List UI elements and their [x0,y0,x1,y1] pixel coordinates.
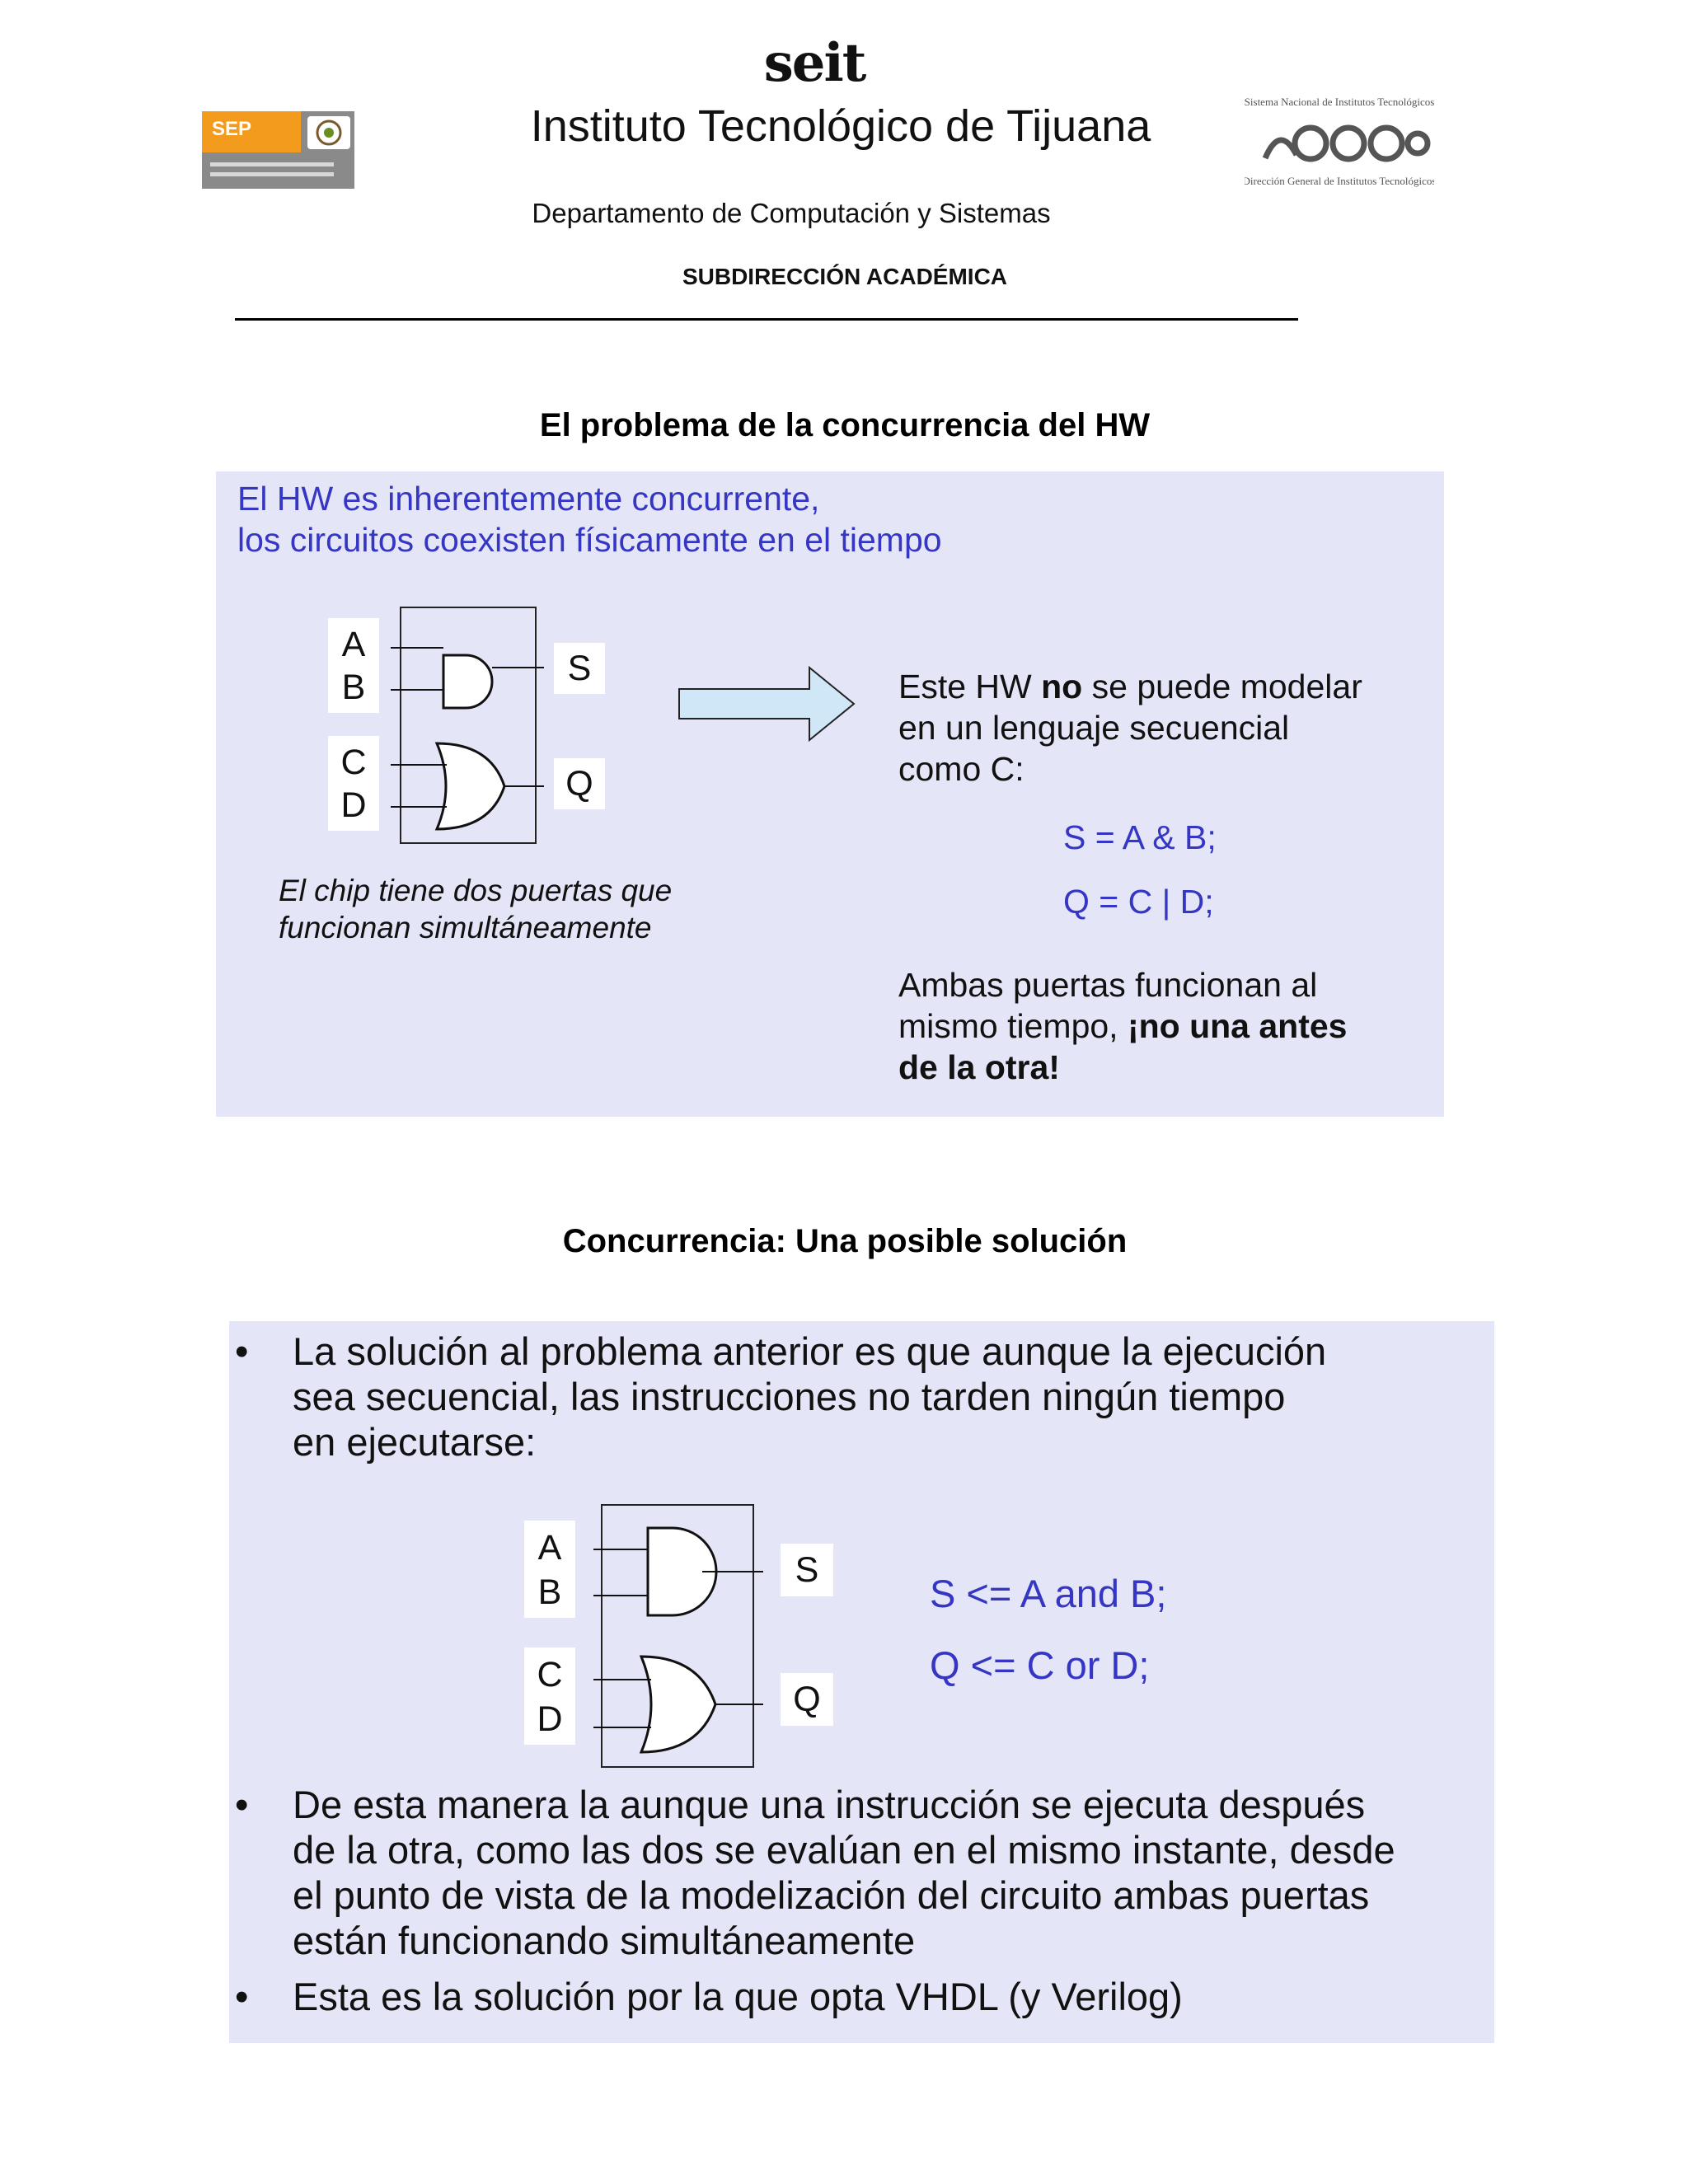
vhdl-code-line: Q <= C or D; [930,1643,1150,1687]
input-d-label: D [340,785,367,825]
chip-diagram [575,1500,790,1776]
output-q-label: Q [554,758,605,809]
chip-diagram [379,602,577,853]
or-gate-icon [641,1657,715,1752]
emphasis-no: no [1041,668,1083,705]
subdirection-label: SUBDIRECCIÓN ACADÉMICA [682,264,1008,289]
bullet-icon: • [235,1975,249,2018]
output-s-label: S [554,643,605,694]
bullet-icon: • [235,1783,249,1826]
seit-logo: seit [763,32,865,94]
output-q-label: Q [781,1673,833,1726]
input-labels-ab [328,618,379,713]
c-code-line: Q = C | D; [1063,883,1214,921]
sep-logo-text: SEP [212,118,252,140]
institute-title: Instituto Tecnológico de Tijuana [530,101,1151,151]
input-a-label: A [537,1528,562,1568]
input-labels-cd [524,1647,575,1745]
and-gate-icon [443,655,492,708]
slide-1-intro [237,478,942,560]
input-c-label: C [340,743,367,782]
mexico-seal-icon [307,116,350,149]
bullet-icon: • [235,1329,249,1373]
sep-logo [202,111,354,189]
input-b-label: B [341,668,366,707]
or-gate-icon [437,743,504,829]
snit-logo-bottom-text: Dirección General de Institutos Tecnológicos [1245,175,1434,187]
input-d-label: D [537,1699,563,1739]
input-b-label: B [537,1572,562,1612]
c-code-line: S = A & B; [1063,818,1217,856]
input-c-label: C [537,1655,563,1694]
intro-line: El HW es inherentemente concurrente, [237,480,820,518]
sep-subtitle-graphic [210,161,342,180]
snit-logo [1245,92,1434,190]
section-2-title: Concurrencia: Una posible solución [562,1223,1128,1259]
department-name: Departamento de Computación y Sistemas [532,198,1051,228]
intro-line: los circuitos coexisten físicamente en el tiempo [237,521,942,559]
input-a-label: A [341,625,366,664]
caption-line: funcionan simultáneamente [279,911,652,944]
output-s-label: S [781,1544,833,1596]
input-labels-ab [524,1521,575,1618]
header-divider [235,318,1298,321]
snit-logo-top-text: Sistema Nacional de Institutos Tecnológicos [1245,96,1434,108]
sequential-model-note: Este HW no se puede modelar en un lenguaje secuencial como C: [898,668,1362,788]
right-arrow-icon [676,664,857,748]
vhdl-code-line: S <= A and B; [930,1572,1167,1615]
section-1-title: El problema de la concurrencia del HW [539,407,1151,443]
chip-caption [279,872,672,946]
caption-line: El chip tiene dos puertas que [279,874,673,907]
simultaneous-note: Ambas puertas funcionan al mismo tiempo, ¡no una antes de la otra! [898,966,1348,1086]
input-labels-cd [328,736,379,831]
